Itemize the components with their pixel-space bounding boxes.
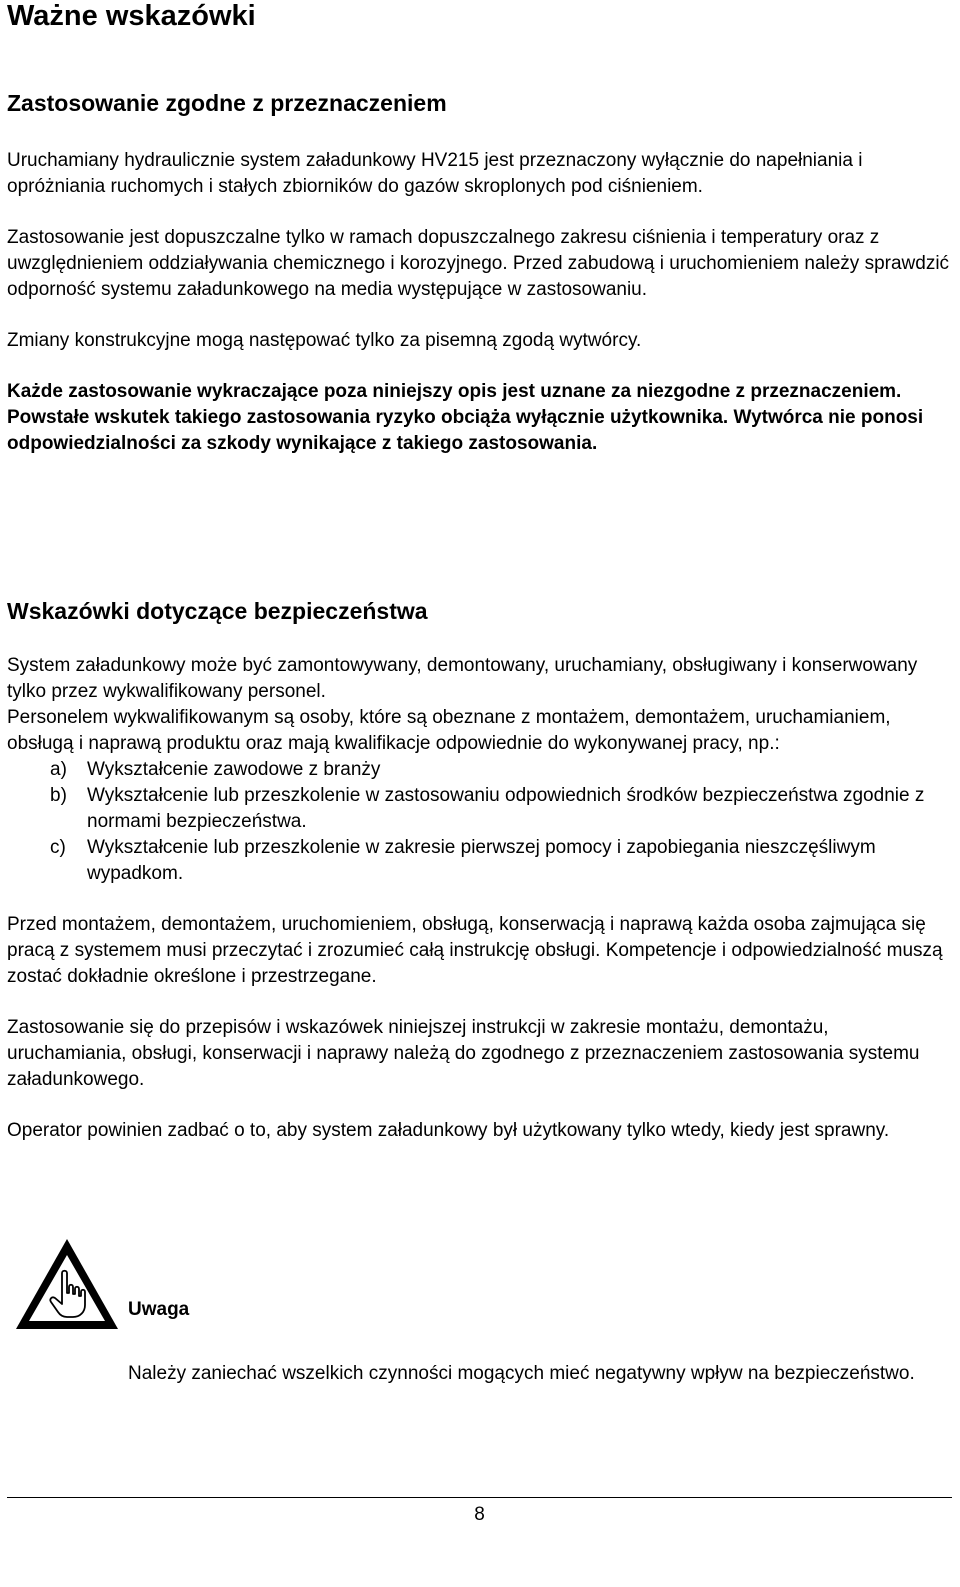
paragraph: Zastosowanie się do przepisów i wskazówek niniejszej instrukcji w zakresie montażu, demontażu, uruchamiania, obsługi, konserwacji i naprawy należą do zgodnego z przeznaczeniem zastosowania systemu załadunkowego.: [7, 1017, 920, 1090]
list-item-label: b): [50, 785, 67, 806]
list-item: [7, 783, 952, 835]
section-heading-safety: Wskazówki dotyczące bezpieczeństwa: [7, 598, 428, 624]
paragraph: Zastosowanie jest dopuszczalne tylko w ramach dopuszczalnego zakresu ciśnienia i temperatury oraz z uwzględnieniem oddziaływania chemicznego i korozyjnego. Przed zabudową i uruchomieniem należy sprawdzić odporność systemu załadunkowego na media występujące w zastosowaniu.: [7, 227, 950, 300]
list-item: [7, 835, 952, 887]
paragraph: Operator powinien zadbać o to, aby system załadunkowy był użytkowany tylko wtedy, kiedy jest sprawny.: [7, 1120, 890, 1141]
page-title: Ważne wskazówki: [7, 0, 256, 32]
list-item-label: a): [50, 759, 67, 780]
paragraph-bold: Każde zastosowanie wykraczające poza niniejszy opis jest uznane za niezgodne z przeznaczeniem. Powstałe wskutek takiego zastosowania ryzyko obciąża wyłącznie użytkownika. Wytwórca nie ponosi odpowiedzialności za szkody wynikające z takiego zastosowania.: [7, 381, 924, 454]
list-item-text: Wykształcenie zawodowe z branży: [87, 759, 381, 780]
page-number: 8: [474, 1504, 485, 1525]
list-item-text: Wykształcenie lub przeszkolenie w zakresie pierwszej pomocy i zapobiegania nieszczęśliwym wypadkom.: [87, 837, 876, 884]
warning-text: Należy zaniechać wszelkich czynności mogących mieć negatywny wpływ na bezpieczeństwo.: [128, 1363, 915, 1384]
qualification-list: [7, 757, 952, 887]
list-item: [7, 757, 952, 783]
paragraph: Zmiany konstrukcyjne mogą następować tylko za pisemną zgodą wytwórcy.: [7, 330, 642, 351]
warning-hand-icon: [12, 1235, 122, 1335]
section-heading-intended-use: Zastosowanie zgodne z przeznaczeniem: [7, 90, 447, 116]
warning-title: Uwaga: [128, 1299, 190, 1320]
paragraph: Uruchamiany hydraulicznie system załadunkowy HV215 jest przeznaczony wyłącznie do napełniania i opróżniania ruchomych i stałych zbiorników do gazów skroplonych pod ciśnieniem.: [7, 150, 863, 197]
warning-note: [128, 1297, 928, 1387]
section-intended-use: [7, 148, 952, 457]
paragraph: Przed montażem, demontażem, uruchomieniem, obsługą, konserwacją i naprawą każda osoba zajmująca się pracą z systemem musi przeczytać i zrozumieć całą instrukcję obsługi. Kompetencje i odpowiedzialność muszą zostać dokładnie określone i przestrzegane.: [7, 914, 943, 987]
footer-divider: [7, 1497, 952, 1498]
paragraph: Personelem wykwalifikowanym są osoby, które są obeznane z montażem, demontażem, uruchamianiem, obsługą i naprawą produktu oraz mają kwalifikacje odpowiednie do wykonywanej pracy, np.:: [7, 707, 891, 754]
section-safety: [7, 653, 952, 1144]
list-item-label: c): [50, 837, 66, 858]
paragraph: System załadunkowy może być zamontowywany, demontowany, uruchamiany, obsługiwany i konserwowany tylko przez wykwalifikowany personel.: [7, 655, 918, 702]
list-item-text: Wykształcenie lub przeszkolenie w zastosowaniu odpowiednich środków bezpieczeństwa zgodnie z normami bezpieczeństwa.: [87, 785, 925, 832]
